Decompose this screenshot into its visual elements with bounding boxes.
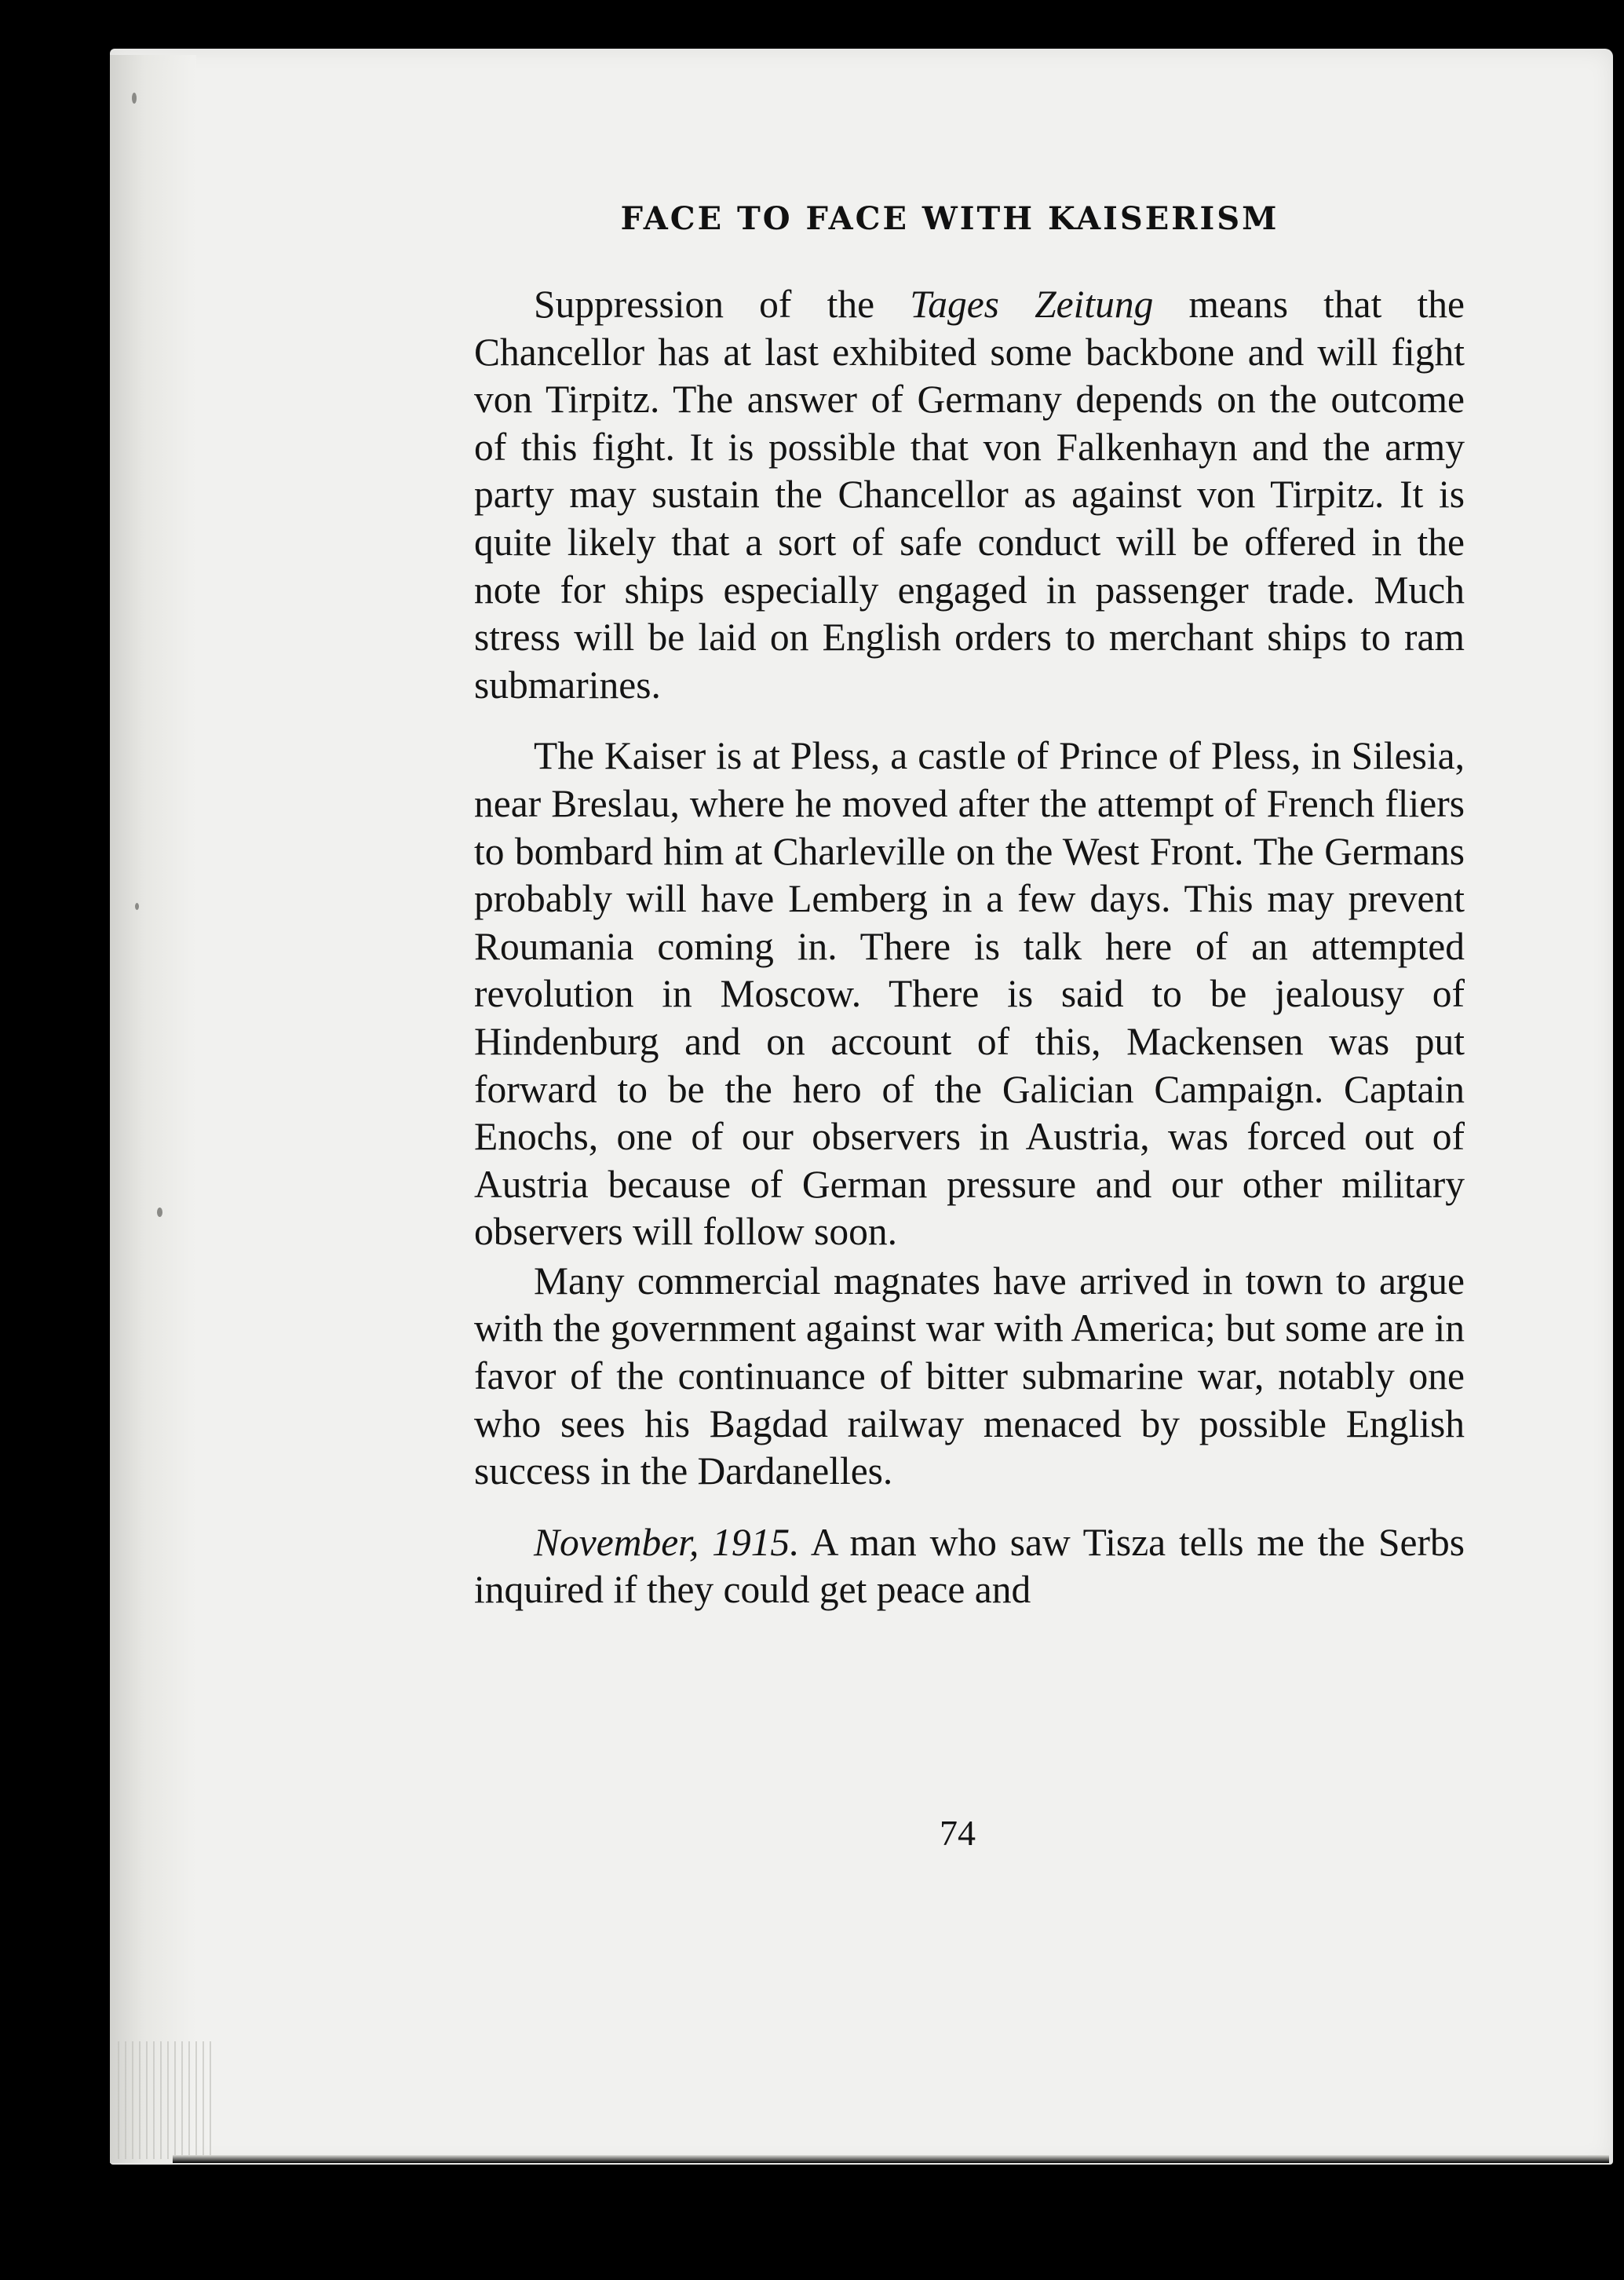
- paragraph-2: [474, 733, 1465, 1256]
- page-stack-edge: [110, 55, 196, 2163]
- running-head: FACE TO FACE WITH KAISERISM: [620, 200, 1279, 237]
- page-stack-lines: [118, 2041, 212, 2159]
- paragraph-text: Suppression of the: [534, 283, 911, 326]
- paragraph-4: [474, 1519, 1465, 1614]
- body-text: [474, 281, 1465, 1614]
- italic-text: November, 1915.: [534, 1520, 800, 1564]
- italic-text: Tages Zeitung: [910, 283, 1154, 326]
- page-bottom-edge: [173, 2155, 1609, 2163]
- paragraph-1: [474, 281, 1465, 709]
- scan-speck: [132, 93, 137, 104]
- scan-speck: [157, 1208, 162, 1217]
- paragraph-text: A man who saw Tisza tells me the Serbs inquired if they could get peace and: [474, 1520, 1465, 1612]
- paragraph-3: [474, 1258, 1465, 1496]
- scan-speck: [135, 903, 139, 910]
- paragraph-text: means that the Chancellor has at last exhibited some backbone and will fight von Tirpitz. The answer of Germany depends on the outcome of this fight. It is possible that von Falkenhayn and the army party may sustain the Chancellor as against von Tirpitz. It is quite likely that a sort of safe conduct will be offered in the note for ships especially engaged in passenger trade. Much stress will be laid on English orders to merchant ships to ram submarines.: [474, 283, 1465, 707]
- paragraph-text: Many commercial magnates have arrived in town to argue with the government against war with America; but some are in favor of the continuance of bitter submarine war, notably one who sees his Bagdad railway menaced by possible English success in the Dardanelles.: [474, 1259, 1465, 1493]
- page-number: 74: [940, 1813, 976, 1853]
- paragraph-text: The Kaiser is at Pless, a castle of Prince of Pless, in Silesia, near Breslau, where he moved after the attempt of French fliers to bombard him at Charleville on the West Front. The Germans probably will have Lemberg in a few days. This may prevent Roumania coming in. There is talk here of an attempted revolution in Moscow. There is said to be jealousy of Hindenburg and on account of this, Mackensen was put forward to be the hero of the Galician Campaign. Captain Enochs, one of our observers in Austria, was forced out of Austria because of German pressure and our other military observers will follow soon.: [474, 734, 1465, 1254]
